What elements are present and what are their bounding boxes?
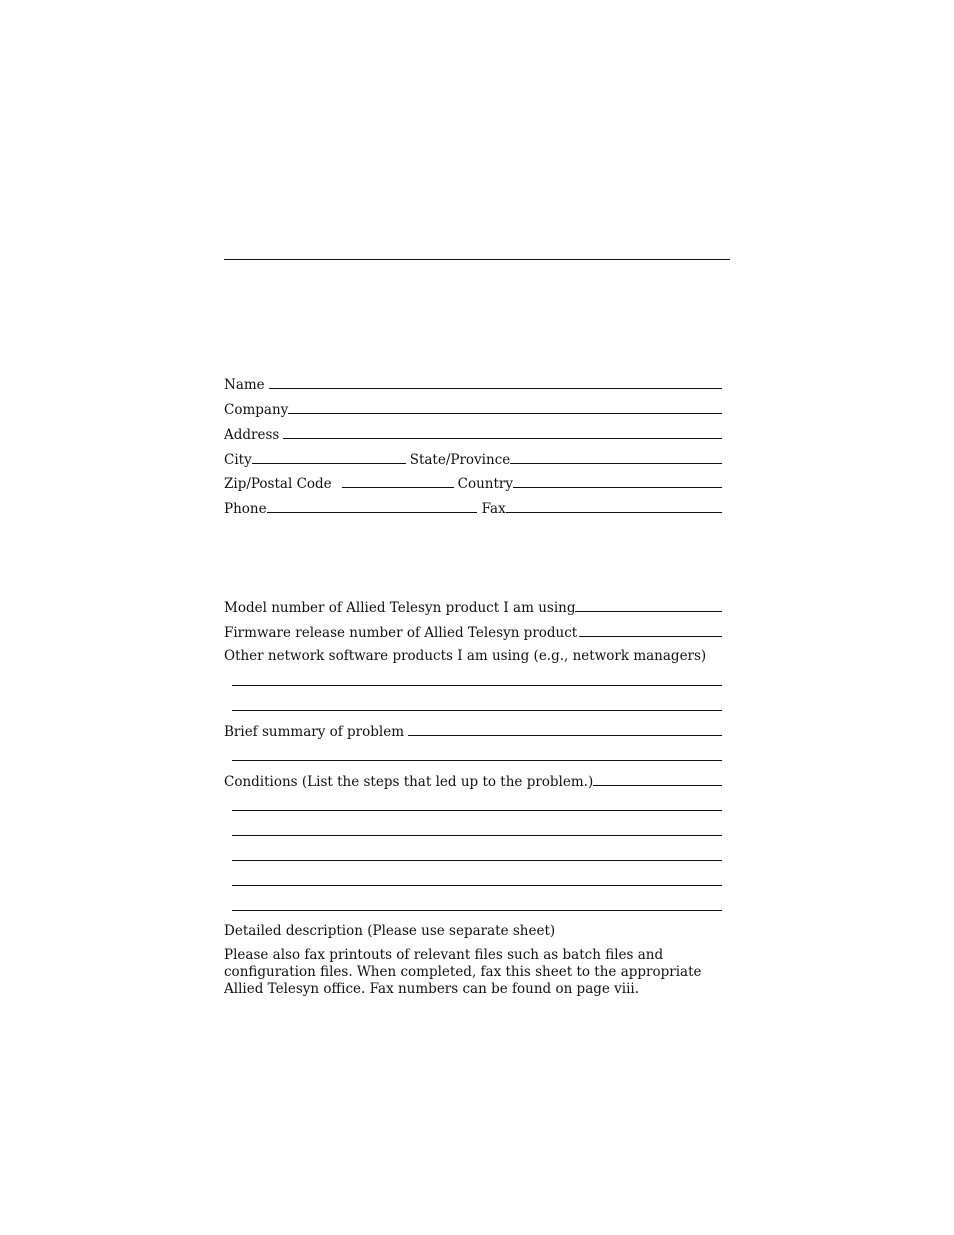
phone-field[interactable] <box>267 498 477 513</box>
zip-country-row <box>224 473 722 493</box>
model-field[interactable] <box>575 597 722 612</box>
detailed-label: Detailed description (Please use separate sheet) <box>224 923 556 939</box>
summary-field[interactable] <box>408 721 722 736</box>
conditions-line-4[interactable] <box>232 860 722 861</box>
detailed-row <box>224 921 722 941</box>
zip-field[interactable] <box>342 473 454 488</box>
firmware-row <box>224 622 722 642</box>
city-label: City <box>224 452 252 468</box>
fax-field[interactable] <box>506 498 722 513</box>
phone-fax-row <box>224 498 722 518</box>
conditions-row <box>224 771 722 791</box>
address-label: Address <box>224 427 280 443</box>
model-row <box>224 597 722 617</box>
name-field[interactable] <box>269 374 722 389</box>
conditions-line-3[interactable] <box>232 835 722 836</box>
conditions-label: Conditions (List the steps that led up to the problem.) <box>224 774 594 790</box>
other-software-row <box>224 646 722 666</box>
firmware-label: Firmware release number of Allied Telesyn product <box>224 625 578 641</box>
name-label: Name <box>224 377 265 393</box>
country-field[interactable] <box>513 473 722 488</box>
state-label: State/Province <box>409 452 511 468</box>
summary-label: Brief summary of problem <box>224 724 405 740</box>
city-state-row <box>224 449 722 469</box>
address-row <box>224 424 722 444</box>
company-label: Company <box>224 402 289 418</box>
conditions-line-6[interactable] <box>232 910 722 911</box>
summary-row <box>224 721 722 741</box>
state-field[interactable] <box>510 449 722 464</box>
conditions-line-5[interactable] <box>232 885 722 886</box>
instructions-paragraph: Please also fax printouts of relevant files such as batch files and configuration files. When completed, fax this sheet to the appropriate Allied Telesyn office. Fax numbers can be found on page viii. <box>224 947 702 997</box>
phone-label: Phone <box>224 501 267 517</box>
conditions-line-2[interactable] <box>232 810 722 811</box>
company-field[interactable] <box>288 399 722 414</box>
other-software-line-1[interactable] <box>232 685 722 686</box>
address-field[interactable] <box>283 424 722 439</box>
firmware-field[interactable] <box>579 622 722 637</box>
header-rule <box>224 259 730 260</box>
country-label: Country <box>457 476 514 492</box>
conditions-field[interactable] <box>593 771 722 786</box>
other-software-line-2[interactable] <box>232 710 722 711</box>
other-software-label: Other network software products I am using (e.g., network managers) <box>224 648 707 664</box>
city-field[interactable] <box>252 449 406 464</box>
summary-line-2[interactable] <box>232 760 722 761</box>
name-row <box>224 374 722 394</box>
fax-label: Fax <box>481 501 506 517</box>
model-label: Model number of Allied Telesyn product I am using <box>224 600 576 616</box>
zip-label: Zip/Postal Code <box>224 476 332 492</box>
company-row <box>224 399 722 419</box>
